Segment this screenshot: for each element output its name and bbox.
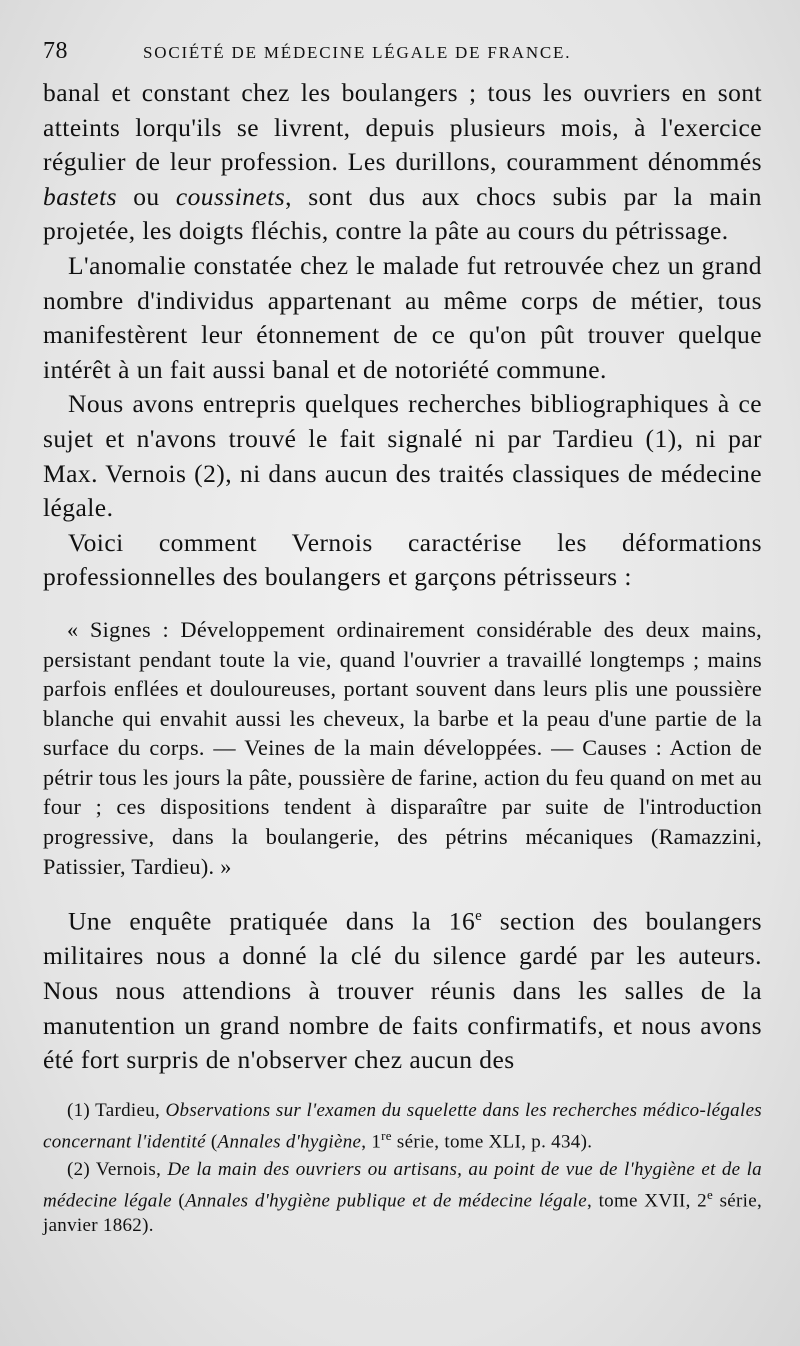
- ordinal-suffix: e: [706, 1187, 714, 1203]
- footnotes: [43, 1098, 762, 1239]
- text-run: série, janvier 1862).: [43, 1190, 763, 1237]
- text-run: ou: [117, 181, 176, 211]
- footnote-title: De la main des ouvriers ou artisans, au point de vue de l'hygiène et de la médecine légale: [43, 1159, 762, 1212]
- text-run: section des boulangers militaires nous a donné la clé du silence gardé par les auteurs. Nous nous attendions à trouver réunis dans les salles de la manutention un grand nombre de faits confirmatifs, et nous avons été fort surpris de n'observer chez aucun des: [43, 906, 762, 1075]
- paragraph: Nous avons entrepris quelques recherches bibliographiques à ce sujet et n'avons trouvé le fait signalé ni par Tardieu (1), ni par Max. Vernois (2), ni dans aucun des traités classiques de médecine légale.: [43, 389, 762, 523]
- footnote-1: [43, 1098, 762, 1154]
- text-run: Une enquête pratiquée dans la 16: [68, 906, 476, 936]
- text-run: (: [171, 1190, 186, 1212]
- text-run: (: [205, 1131, 218, 1153]
- paragraph: Voici comment Vernois caractérise les déformations professionnelles des boulangers et garçons pétrisseurs :: [43, 527, 762, 592]
- page-header: [43, 38, 762, 72]
- text-run: , tome XVII, 2: [587, 1190, 707, 1212]
- footnote-marker: (2) Vernois,: [67, 1159, 168, 1181]
- page-number: 78: [43, 38, 68, 64]
- text-run: banal et constant chez les boulangers ; tous les ouvriers en sont atteints lorqu'ils se livrent, depuis plusieurs mois, à l'exercice régulier de leur profession. Les durillons, couramment dénommés: [43, 78, 762, 177]
- paragraph: L'anomalie constatée chez le malade fut retrouvée chez un grand nombre d'individus appartenant au même corps de métier, tous manifestèrent leur étonnement de ce qu'on pût trouver quelque intérêt à un fait aussi banal et de notoriété commune.: [43, 250, 762, 384]
- body-text: [43, 76, 762, 1078]
- block-quote: « Signes : Développement ordinairement considérable des deux mains, persistant pendant toute la vie, quand l'ouvrier a travaillé longtemps ; mains parfois enflées et douloureuses, portant souvent dans leurs plis une poussière blanche qui envahit aussi les cheveux, la barbe et la peau d'une partie de la surface du corps. — Veines de la main développées. — Causes : Action de pétrir tous les jours la pâte, poussière de farine, action du feu quand on met au four ; ces dispositions tendent à disparaître par suite de l'introduction progressive, dans la boulangerie, des pétrins mécaniques (Ramazzini, Patissier, Tardieu). »: [43, 616, 762, 879]
- journal-title: Annales d'hygiène publique et de médecine légale: [185, 1190, 587, 1212]
- footnote-title: Observations sur l'examen du squelette dans les recherches médico-légales concernant l'identité: [43, 1099, 762, 1153]
- italic-term: bastets: [43, 181, 117, 211]
- running-head: SOCIÉTÉ DE MÉDECINE LÉGALE DE FRANCE.: [143, 43, 572, 62]
- text-run: , sont dus aux chocs subis par la main projetée, les doigts fléchis, contre la pâte au cours du pétrissage.: [43, 181, 762, 246]
- italic-term: coussinets: [175, 181, 286, 211]
- paragraph: [43, 899, 762, 1077]
- ordinal-suffix: e: [475, 908, 483, 925]
- footnote-marker: (1) Tardieu,: [67, 1099, 166, 1121]
- text-run: , 1: [361, 1131, 382, 1153]
- text-run: série, tome XLI, p. 434).: [391, 1131, 593, 1153]
- ordinal-suffix: re: [381, 1127, 392, 1143]
- footnote-2: [43, 1157, 762, 1238]
- paragraph-continued: [43, 76, 762, 249]
- journal-title: Annales d'hygiène: [217, 1131, 362, 1153]
